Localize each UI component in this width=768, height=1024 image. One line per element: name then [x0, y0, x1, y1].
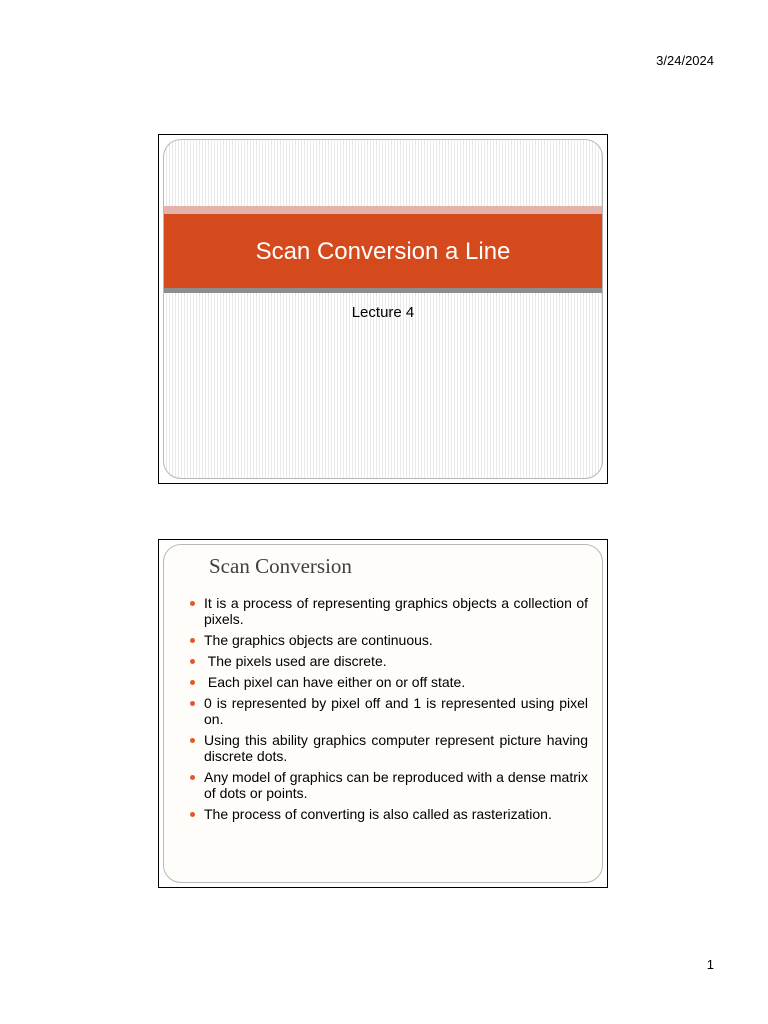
bullet-text: The pixels used are discrete. [204, 653, 387, 669]
page-date: 3/24/2024 [656, 53, 714, 68]
bullet-item [189, 732, 588, 764]
bullet-icon [190, 638, 195, 643]
bullet-item [189, 769, 588, 801]
slide-title: Scan Conversion a Line [255, 238, 511, 265]
bullet-text: The graphics objects are continuous. [204, 632, 433, 648]
bullet-icon [190, 738, 195, 743]
bullet-item [189, 595, 588, 627]
content-slide [158, 539, 608, 888]
bullet-icon [190, 601, 195, 606]
bullet-text: Each pixel can have either on or off state. [204, 674, 466, 690]
content-slide-background [163, 544, 603, 883]
title-slide [158, 134, 608, 484]
bullet-text: Any model of graphics can be reproduced with a dense matrix of dots or points. [204, 769, 588, 801]
bullet-icon [190, 680, 195, 685]
title-band-bottom-accent [163, 288, 603, 293]
bullet-icon [190, 812, 195, 817]
title-slide-background [163, 139, 603, 479]
bullet-item [189, 695, 588, 727]
bullet-text: The process of converting is also called as rasterization. [204, 806, 552, 822]
page-number: 1 [706, 957, 714, 972]
bullet-icon [190, 659, 195, 664]
slide-subtitle: Lecture 4 [351, 304, 415, 321]
bullet-text: 0 is represented by pixel off and 1 is represented using pixel on. [204, 695, 588, 727]
bullet-item [189, 674, 588, 690]
bullet-item [189, 653, 588, 669]
bullet-icon [190, 701, 195, 706]
bullet-icon [190, 775, 195, 780]
title-band [163, 214, 603, 288]
bullet-list [189, 595, 588, 827]
bullet-text: Using this ability graphics computer represent picture having discrete dots. [204, 732, 588, 764]
bullet-text: It is a process of representing graphics objects a collection of pixels. [204, 595, 588, 627]
title-band-top-accent [163, 206, 603, 214]
content-slide-heading: Scan Conversion [209, 554, 352, 578]
bullet-item [189, 632, 588, 648]
bullet-item [189, 806, 588, 822]
